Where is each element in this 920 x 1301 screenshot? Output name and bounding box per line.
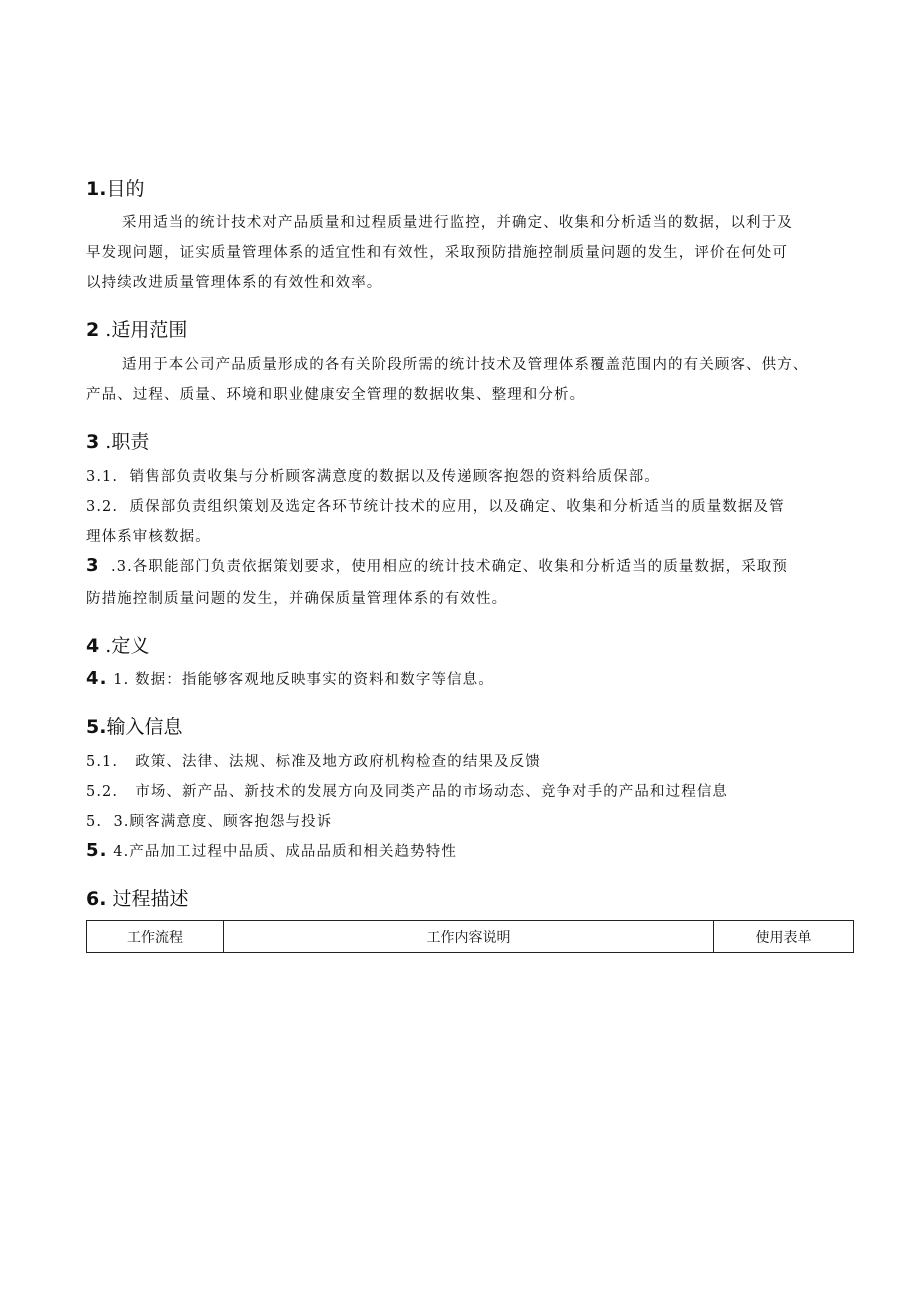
item-number: 5. [86,814,103,830]
list-item [86,495,785,516]
item-text: 数据：指能够客观地反映事实的资料和数字等信息。 [135,672,494,688]
section-5-heading [86,712,182,739]
section-2-heading [86,315,187,342]
item-number-part: 3. [113,814,130,830]
item-number: 4. [113,844,130,860]
item-text: 质保部负责组织策划及选定各环节统计技术的应用，以及确定、收集和分析适当的质量数据及管 [129,499,785,515]
paragraph-line: 采用适当的统计技术对产品质量和过程质量进行监控，并确定、收集和分析适当的数据，以利于及 [122,215,793,231]
item-text: 产品加工过程中品质、成品品质和相关趋势特性 [129,844,457,860]
table-header-row [87,921,854,953]
table-header-cell: 使用表单 [714,921,854,953]
item-text: 市场、新产品、新技术的发展方向及同类产品的市场动态、竞争对手的产品和过程信息 [135,784,729,800]
section-4-heading [86,631,149,658]
section-number: 5. [86,716,107,738]
item-number-large: 5. [86,840,108,861]
table-header-cell: 工作流程 [87,921,224,953]
section-title: .定义 [105,635,150,657]
section-3-heading [86,427,149,454]
process-table [86,920,854,953]
paragraph-line: 理体系审核数据。 [86,529,211,545]
list-item [86,840,457,861]
list-item [86,465,660,486]
item-number: 3.1. [86,469,119,485]
list-item [86,780,728,801]
paragraph-line: 适用于本公司产品质量形成的各有关阶段所需的统计技术及管理体系覆盖范围内的有关顾客、供方、 [122,357,809,373]
item-number: 5.1. [86,754,119,770]
item-number: 1. [113,672,130,688]
item-number-large: 4. [86,668,108,689]
paragraph-line: 以持续改进质量管理体系的有效性和效率。 [86,275,383,291]
item-number-large: 3 [86,555,100,576]
item-text: 销售部负责收集与分析顾客满意度的数据以及传递顾客抱怨的资料给质保部。 [129,469,660,485]
list-item [86,810,332,831]
section-number: 4 [86,635,100,657]
section-number: 6. [86,888,107,910]
item-text: 各职能部门负责依据策划要求，使用相应的统计技术确定、收集和分析适当的质量数据，采取预 [132,559,788,575]
section-title: .适用范围 [105,319,188,341]
section-title: 过程描述 [112,888,189,910]
item-text: 政策、法律、法规、标准及地方政府机构检查的结果及反馈 [135,754,541,770]
section-6-heading [86,884,189,911]
section-number: 1. [86,178,107,200]
table-header-cell: 工作内容说明 [224,921,714,953]
section-title: 目的 [106,178,145,200]
item-text: 顾客满意度、顾客抱怨与投诉 [129,814,333,830]
item-number: 5.2. [86,784,119,800]
section-1-heading [86,174,144,201]
list-item [86,668,494,689]
item-number: .3. [111,559,133,575]
section-number: 2 [86,319,100,341]
paragraph-line: 产品、过程、质量、环境和职业健康安全管理的数据收集、整理和分析。 [86,387,586,403]
list-item [86,750,541,771]
paragraph-line: 早发现问题，证实质量管理体系的适宜性和有效性，采取预防措施控制质量问题的发生，评价在何处可 [86,245,788,261]
item-number: 3.2. [86,499,119,515]
section-number: 3 [86,431,100,453]
paragraph-line: 防措施控制质量问题的发生，并确保质量管理体系的有效性。 [86,591,508,607]
section-title: 输入信息 [106,716,183,738]
section-title: .职责 [105,431,150,453]
list-item [86,555,788,576]
